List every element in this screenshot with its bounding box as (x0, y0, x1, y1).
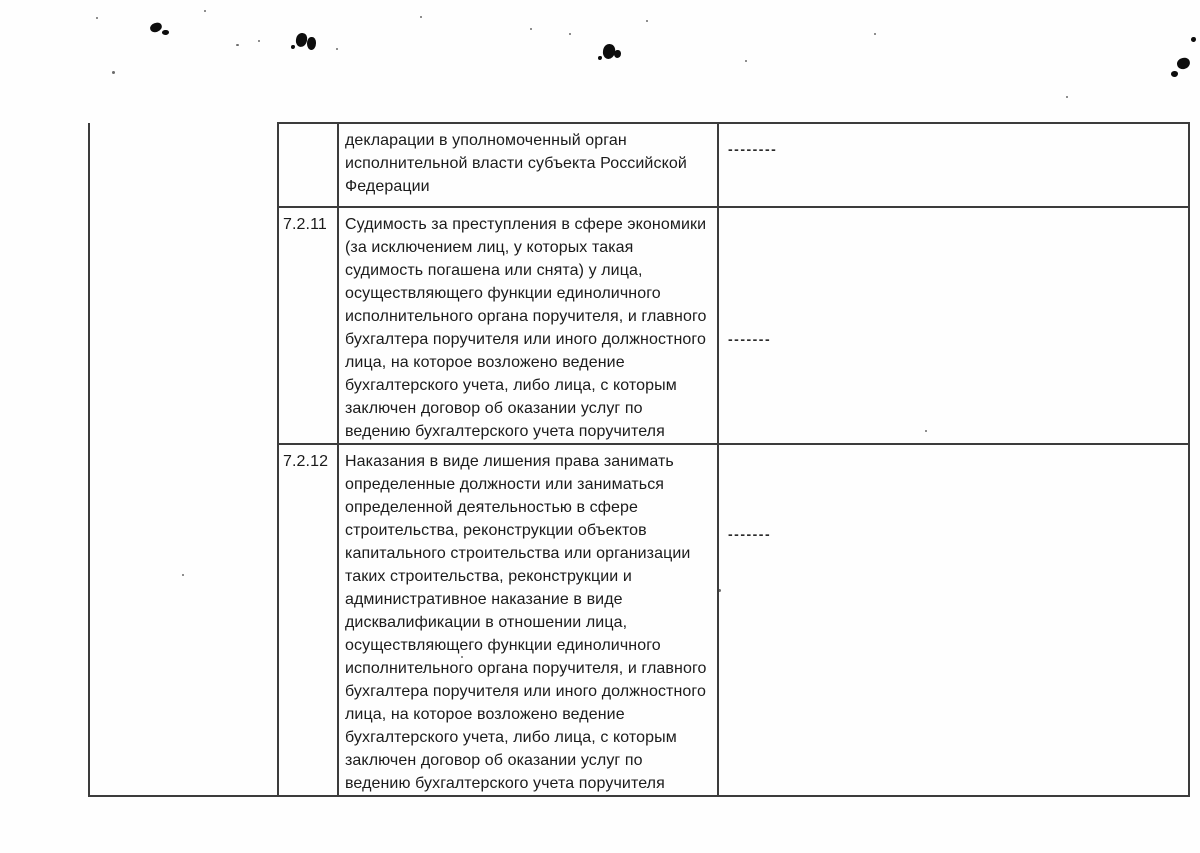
clause-number-cell: 7.2.11 (278, 207, 338, 444)
requirements-table (88, 122, 1190, 797)
dash-placeholder: -------- (728, 141, 778, 157)
dash-placeholder: ------- (728, 331, 772, 347)
dash-placeholder: ------- (728, 526, 772, 542)
clause-value-cell (718, 444, 1189, 796)
left-margin-cell (89, 123, 278, 796)
clause-text-cell: Судимость за преступления в сфере экономики (за исключением лиц, у которых такая судимость погашена или снята) у лица, осуществляющего функции единоличного исполнительного органа поручителя, и главного бухгалтера поручителя или иного должностного лица, на которое возложено ведение бухгалтерского учета, либо лица, с которым заключен договор об оказании услуг по ведению бухгалтерского учета поручителя (338, 207, 718, 444)
clause-value-cell (718, 123, 1189, 207)
clause-text-cell: декларации в уполномоченный орган исполнительной власти субъекта Российской Федерации (338, 123, 718, 207)
clause-number-cell (278, 123, 338, 207)
table-row (89, 123, 1189, 207)
clause-value-cell (718, 207, 1189, 444)
clause-number-cell: 7.2.12 (278, 444, 338, 796)
clause-text-cell: Наказания в виде лишения права занимать определенные должности или заниматься определенной деятельностью в сфере строительства, реконструкции объектов капитального строительства или организации таких строительства, реконструкции и административное наказание в виде дисквалификации в отношении лица, осуществляющего функции единоличного исполнительного органа поручителя, и главного бухгалтера поручителя или иного должностного лица, на которое возложено ведение бухгалтерского учета, либо лица, с которым заключен договор об оказании услуг по ведению бухгалтерского учета поручителя (338, 444, 718, 796)
